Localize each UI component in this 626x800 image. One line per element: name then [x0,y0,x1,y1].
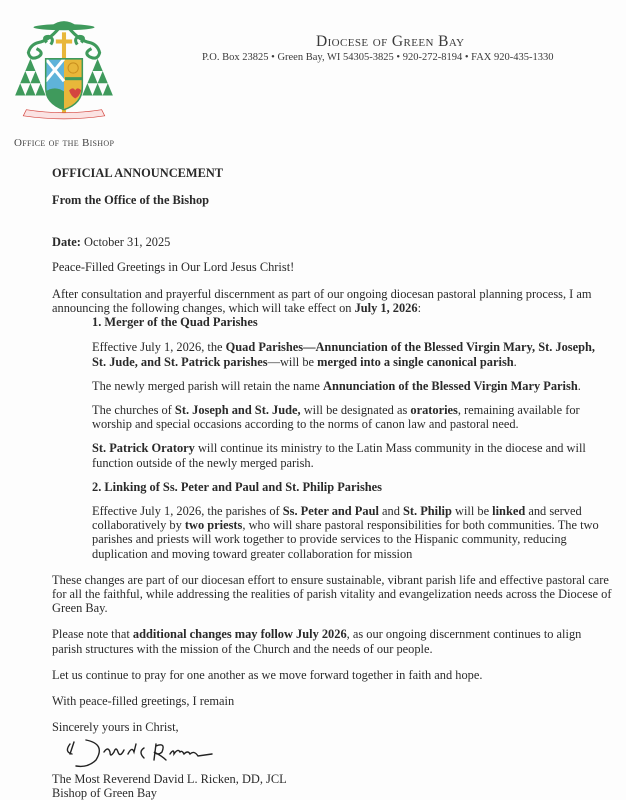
text: . [577,378,581,393]
from-line: From the Office of the Bishop [52,193,210,208]
text: and served collaboratively by [92,504,582,533]
intro-text: After consultation and prayerful discernment as part of our ongoing diocesan pastoral planning process, I am announcing the following changes, which will take effect on [52,286,592,316]
text: Please note that [52,627,133,642]
section1-paragraph-1 [92,340,612,368]
section2-heading: 2. Linking of Ss. Peter and Paul and St. Philip Parishes [92,479,382,494]
text-bold: linked [492,504,526,519]
coat-of-arms-icon [8,14,120,126]
section1-paragraph-4 [92,441,612,469]
text: will continue its ministry to the Latin Mass community in the diocese and will function outside of the newly merged parish. [92,441,586,470]
intro-paragraph [52,287,612,315]
text-bold: two priests [184,518,243,533]
text-bold: St. Patrick Oratory [92,441,195,456]
text: , remaining available for worship and special occasions according to the norms of canon law and pastoral need. [92,403,580,432]
text-bold: Annunciation of the Blessed Virgin Mary Parish [323,378,578,393]
text: , who will share pastoral responsibilities for both communities. The two parishes and priests will work together to provide services to the Hispanic community, reducing duplication and moving toward greater collaboration for mission [92,518,599,561]
closing-paragraph-4: With peace-filled greetings, I remain [52,694,235,709]
greeting: Peace-Filled Greetings in Our Lord Jesus Christ! [52,259,295,274]
intro-end: : [417,301,422,316]
valediction: Sincerely yours in Christ, [52,720,179,735]
signer-title: Bishop of Green Bay [52,785,157,800]
section1-paragraph-2 [92,379,612,393]
announcement-title: OFFICIAL ANNOUNCEMENT [52,166,224,180]
section1-heading: 1. Merger of the Quad Parishes [92,315,258,330]
office-of-the-bishop-label: Office of the Bishop [14,137,115,149]
signer-name: The Most Reverend David L. Ricken, DD, JCL [52,771,287,786]
diocese-address: P.O. Box 23825 • Green Bay, WI 54305-3825 • 920-272-8194 • FAX 920-435-1330 [202,52,554,63]
intro-effective-date: July 1, 2026 [354,301,418,316]
text-bold: merged into a single canonical parish [317,354,514,369]
text-bold: St. Philip [403,504,452,519]
text: Effective July 1, 2026, the parishes of [92,504,283,519]
date-value: October 31, 2025 [80,235,171,250]
handwritten-signature [52,734,252,768]
text-bold: oratories [410,403,458,418]
text-bold: St. Joseph and St. Jude, [174,403,301,418]
text: , as our ongoing discernment continues to align parish structures with the mission of the Church and the needs of our people. [52,627,582,656]
date-label: Date: [52,235,81,250]
diocese-name: Diocese of Green Bay [316,33,465,50]
section2-paragraph-1 [92,504,612,561]
text: will be [451,504,493,519]
closing-paragraph-2 [52,627,612,655]
text: The newly merged parish will retain the name [92,378,323,393]
text-bold: Ss. Peter and Paul [282,504,379,519]
text: . [513,354,517,369]
section1-paragraph-3 [92,403,612,431]
closing-paragraph-1: These changes are part of our diocesan effort to ensure sustainable, vibrant parish life and effective pastoral care for all the faithful, while addressing the realities of parish vitality and evangelization needs across the Diocese of Green Bay. [52,572,612,616]
text-bold: additional changes may follow July 2026 [132,627,347,642]
text: and [378,504,403,519]
text-bold: Quad Parishes—Annunciation of the Blessed Virgin Mary, St. Joseph, St. Jude, and St. Patrick parishes [92,340,595,369]
letter-body [52,166,612,800]
date-line [52,235,612,249]
text: will be designated as [300,403,411,418]
text: —will be [267,354,318,369]
closing-paragraph-3: Let us continue to pray for one another as we move forward together in faith and hope. [52,667,483,682]
text: Effective July 1, 2026, the [92,340,226,355]
text: The churches of [92,403,175,418]
